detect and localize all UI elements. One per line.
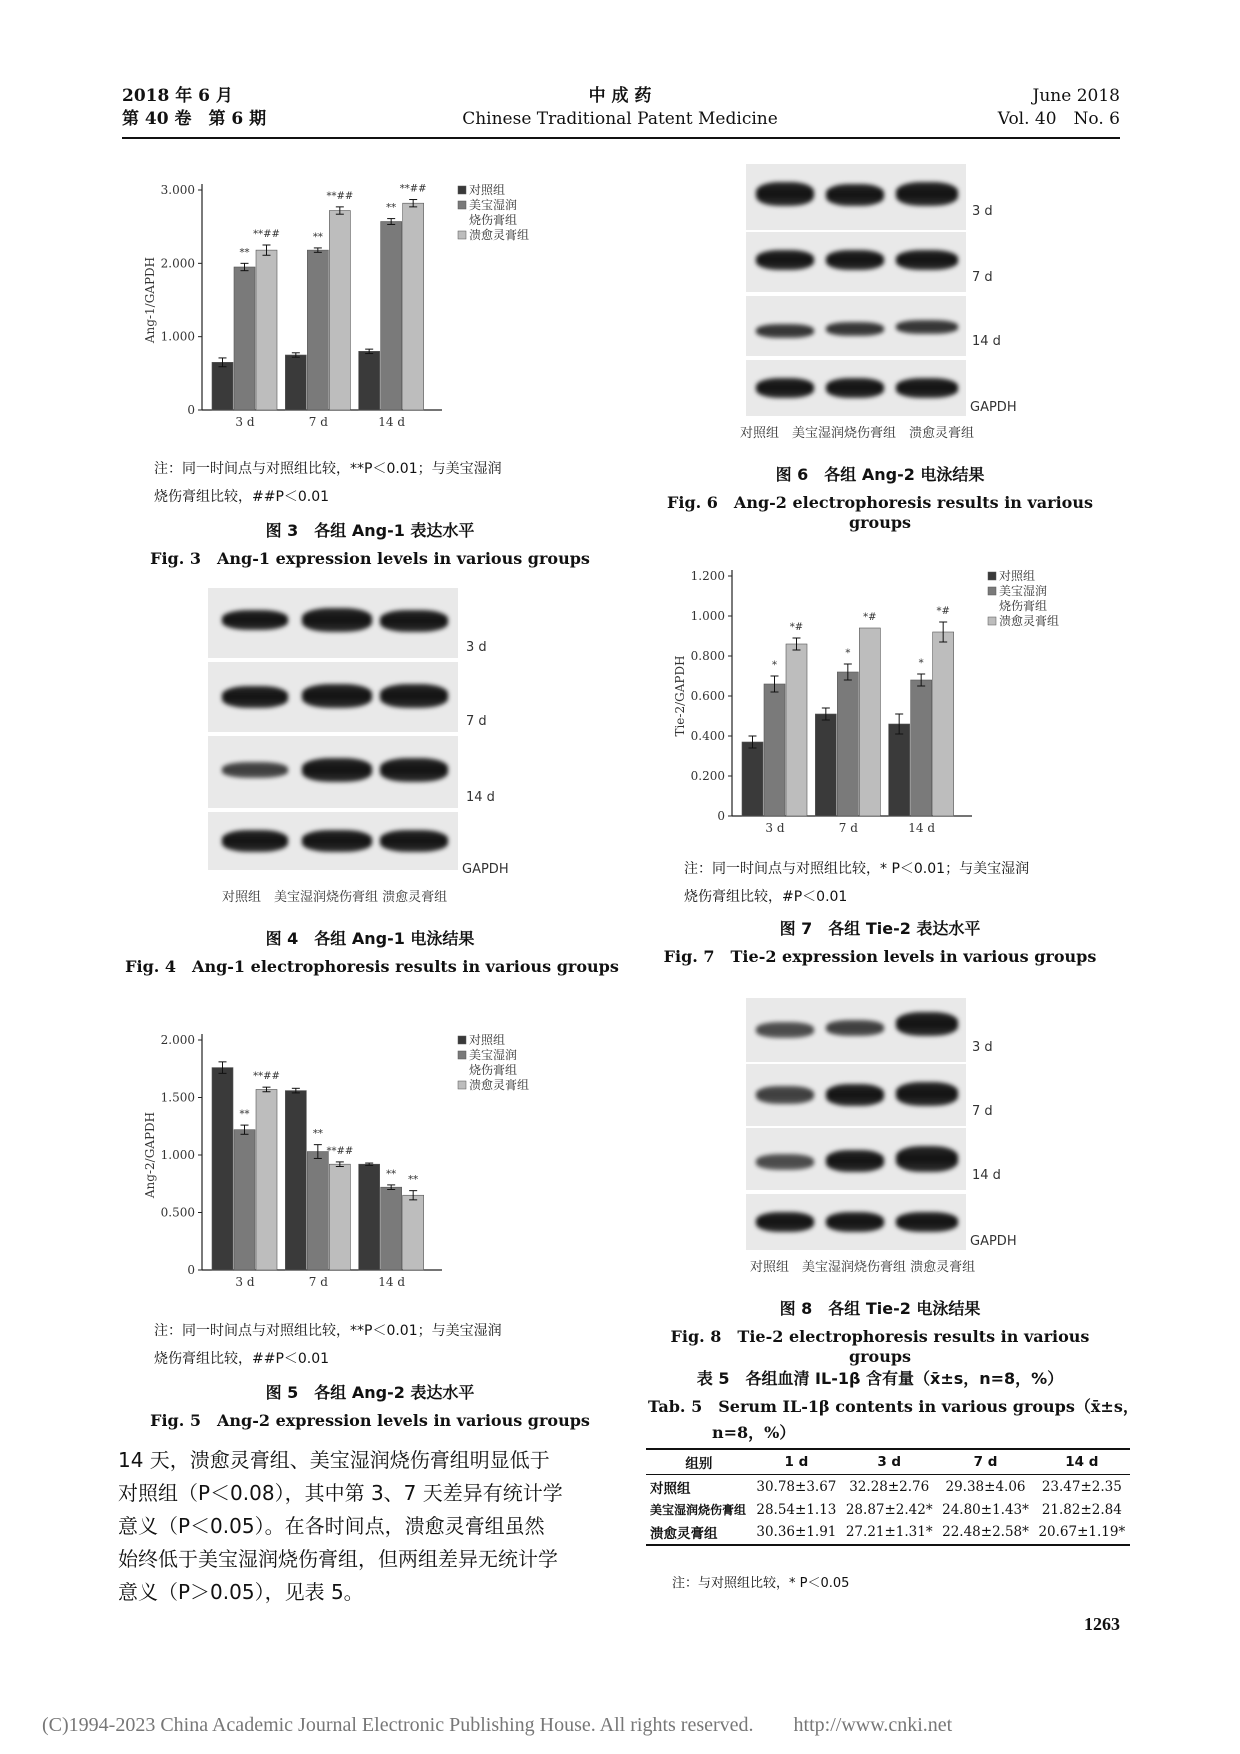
fig7-caption-cn: 图 7 各组 Tie-2 表达水平	[779, 919, 981, 938]
bar	[329, 1164, 350, 1270]
blot-band	[302, 684, 372, 708]
significance-mark: **##	[326, 1145, 354, 1157]
fig6-row-label: GAPDH	[970, 400, 1017, 415]
table-cell: 对照组	[650, 1481, 691, 1497]
y-tick-label: 3.000	[160, 183, 195, 197]
x-tick-label: 7 d	[308, 415, 328, 429]
fig5-caption-cn: 图 5 各组 Ang-2 表达水平	[265, 1383, 475, 1402]
table-row	[646, 1520, 1130, 1544]
table-header-row	[646, 1450, 1130, 1475]
legend-label: 烧伤膏组	[999, 599, 1048, 613]
bar	[933, 632, 954, 816]
bar	[285, 355, 306, 410]
fig5-chart	[140, 1020, 600, 1300]
bar	[307, 1152, 328, 1270]
header-volume-cn: 第 40 卷 第 6 期	[122, 109, 267, 129]
bar	[815, 714, 836, 816]
blot-band	[896, 1012, 958, 1036]
significance-mark: **	[312, 1128, 323, 1140]
legend-swatch	[988, 617, 996, 625]
significance-mark: **##	[253, 1071, 280, 1083]
bar	[911, 680, 932, 816]
bar	[329, 211, 350, 410]
fig6-blot-14d	[746, 296, 966, 356]
table-cell: 28.87±2.42*	[845, 1501, 933, 1518]
table-cell: 22.48±2.58*	[942, 1524, 1029, 1540]
table-row	[646, 1475, 1130, 1500]
fig4-blot-7d	[208, 662, 458, 732]
table-header: 组别	[685, 1456, 713, 1472]
blot-band	[896, 1082, 958, 1106]
table-cell: 24.80±1.43*	[942, 1501, 1029, 1518]
fig8-row-label: GAPDH	[970, 1234, 1017, 1249]
table-cell: 28.54±1.13	[756, 1501, 837, 1518]
y-tick-label: 2.000	[160, 1033, 195, 1047]
blot-band	[896, 182, 958, 206]
table-cell: 29.38±4.06	[945, 1479, 1026, 1495]
bar	[859, 628, 880, 816]
x-tick-label: 3 d	[235, 415, 255, 429]
y-tick-label: 0	[187, 1263, 195, 1277]
fig8-row-label: 14 d	[972, 1168, 1001, 1183]
table5-title-en: Tab. 5 Serum IL-1β contents in various groups（x̄±s，	[648, 1397, 1139, 1416]
significance-mark: *#	[936, 606, 950, 617]
blot-band	[756, 1086, 814, 1104]
fig7-note-line1: 注：同一时间点与对照组比较，* P＜0.01；与美宝湿润	[684, 861, 1030, 877]
legend-label: 美宝湿润	[999, 584, 1048, 598]
significance-mark: **##	[326, 190, 354, 202]
legend-swatch	[458, 1051, 466, 1059]
table-cell: 20.67±1.19*	[1038, 1524, 1126, 1540]
y-tick-label: 0	[717, 809, 725, 823]
fig7-caption-en: Fig. 7 Tie-2 expression levels in various groups	[663, 947, 1097, 966]
blot-band	[222, 610, 288, 630]
y-tick-label: 0.200	[690, 769, 725, 783]
table-cell: 23.47±2.35	[1041, 1479, 1122, 1495]
fig8-caption-cn: 图 8 各组 Tie-2 电泳结果	[779, 1299, 981, 1318]
header-rule	[122, 137, 1120, 139]
bar	[212, 1068, 233, 1270]
legend-swatch	[988, 572, 996, 580]
legend-label: 烧伤膏组	[469, 1063, 518, 1077]
table-header: 7 d	[973, 1454, 998, 1470]
header-journal-cn: 中 成 药	[588, 86, 652, 106]
fig8-lane-labels: 对照组 美宝湿润烧伤膏组 溃愈灵膏组	[750, 1260, 976, 1275]
fig3-note-line1: 注：同一时间点与对照组比较，**P＜0.01；与美宝湿润	[154, 461, 502, 477]
bar	[359, 1164, 380, 1270]
fig6-caption-cn: 图 6 各组 Ang-2 电泳结果	[775, 465, 985, 484]
fig8-blot-7d	[746, 1064, 966, 1126]
copyright-footer: (C)1994-2023 China Academic Journal Electronic Publishing House. All rights reserved. http://www.cnki.net	[42, 1714, 953, 1736]
header-date-cn: 2018 年 6 月	[122, 86, 233, 106]
y-tick-label: 0	[187, 403, 195, 417]
blot-band	[302, 758, 372, 782]
table-cell: 30.78±3.67	[756, 1479, 837, 1495]
y-tick-label: 0.800	[690, 649, 725, 663]
bar	[837, 672, 858, 816]
blot-band	[222, 686, 288, 708]
fig6-row-label: 3 d	[972, 204, 993, 219]
table-cell: 美宝湿润烧伤膏组	[650, 1503, 747, 1517]
fig6-lane-labels: 对照组 美宝湿润烧伤膏组 溃愈灵膏组	[740, 426, 975, 441]
blot-band	[756, 1154, 814, 1170]
y-tick-label: 0.600	[690, 689, 725, 703]
fig3-chart	[140, 170, 600, 440]
fig4-blot-14d	[208, 736, 458, 808]
legend-swatch	[988, 587, 996, 595]
blot-band	[896, 320, 958, 334]
fig3-caption-cn: 图 3 各组 Ang-1 表达水平	[265, 521, 475, 540]
fig8-row-label: 7 d	[972, 1104, 993, 1119]
x-tick-label: 3 d	[235, 1275, 255, 1289]
header-date-en: June 2018	[1032, 86, 1120, 106]
bar	[764, 684, 785, 816]
y-tick-label: 2.000	[160, 256, 195, 271]
table5-title-cn: 表 5 各组血清 IL-1β 含有量（x̄±s，n=8，%）	[696, 1369, 1064, 1388]
x-tick-label: 14 d	[378, 415, 406, 429]
table-row	[646, 1499, 1130, 1520]
significance-mark: *#	[789, 622, 804, 633]
fig7-note-line2: 烧伤膏组比较，#P＜0.01	[684, 889, 848, 905]
blot-band	[756, 1212, 814, 1232]
page-number: 1263	[1084, 1614, 1120, 1634]
y-axis-label: Ang-2/GAPDH	[143, 1111, 157, 1199]
blot-band	[826, 1150, 884, 1172]
blot-band	[826, 1084, 884, 1106]
legend-label: 美宝湿润	[469, 198, 518, 212]
table-cell: 32.28±2.76	[849, 1479, 930, 1495]
y-tick-label: 1.000	[160, 329, 195, 344]
fig3-note-line2: 烧伤膏组比较，##P＜0.01	[154, 489, 330, 505]
fig8-blot-3d	[746, 998, 966, 1062]
fig4-blot-gapdh	[208, 812, 458, 870]
fig4-caption-cn: 图 4 各组 Ang-1 电泳结果	[265, 929, 475, 948]
table5-note: 注：与对照组比较，* P＜0.05	[672, 1576, 850, 1591]
significance-mark: **##	[253, 229, 280, 240]
bar	[381, 222, 402, 410]
legend-swatch	[458, 1036, 466, 1044]
fig8-caption-en: Fig. 8 Tie-2 electrophoresis results in various groups	[670, 1327, 1090, 1366]
blot-band	[380, 684, 448, 708]
y-tick-label: 1.500	[160, 1090, 195, 1105]
fig4-lane-labels: 对照组 美宝湿润烧伤膏组 溃愈灵膏组	[222, 890, 448, 905]
legend-label: 对照组	[999, 569, 1036, 583]
bar	[234, 1130, 255, 1270]
bar	[742, 742, 763, 816]
bar	[256, 250, 277, 410]
blot-band	[896, 378, 958, 398]
table-cell: 30.36±1.91	[756, 1524, 837, 1540]
blot-band	[756, 1022, 814, 1038]
y-tick-label: 0.400	[690, 729, 725, 743]
fig6-blot-3d	[746, 164, 966, 230]
blot-band	[222, 830, 288, 852]
fig8-row-label: 3 d	[972, 1040, 993, 1055]
legend-swatch	[458, 1081, 466, 1089]
x-tick-label: 14 d	[378, 1275, 406, 1289]
significance-mark: *	[918, 658, 924, 669]
x-tick-label: 7 d	[308, 1275, 328, 1289]
y-tick-label: 1.000	[690, 609, 725, 623]
blot-band	[896, 250, 958, 270]
y-tick-label: 1.000	[160, 1148, 195, 1162]
blot-band	[826, 378, 884, 398]
blot-band	[896, 1212, 958, 1232]
header-volume-en: Vol. 40 No. 6	[997, 109, 1120, 129]
body-line: 意义（P＜0.05）。在各时间点，溃愈灵膏组虽然	[118, 1514, 545, 1538]
blot-band	[826, 322, 884, 336]
legend-label: 对照组	[469, 183, 506, 197]
blot-band	[222, 762, 288, 778]
blot-band	[380, 758, 448, 782]
legend-label: 溃愈灵膏组	[999, 614, 1060, 628]
bar	[307, 250, 328, 410]
blot-band	[896, 1146, 958, 1172]
blot-band	[380, 830, 448, 852]
y-axis-label: Tie-2/GAPDH	[673, 655, 687, 737]
table-cell: 溃愈灵膏组	[650, 1526, 718, 1542]
table5	[646, 1448, 1130, 1546]
blot-band	[756, 182, 814, 206]
bar	[403, 1195, 424, 1270]
fig4-row-label: 7 d	[466, 714, 487, 729]
x-tick-label: 14 d	[908, 821, 936, 835]
table-header: 3 d	[877, 1454, 902, 1470]
fig7-chart	[670, 556, 1120, 846]
fig6-row-label: 7 d	[972, 270, 993, 285]
significance-mark: **	[408, 1174, 419, 1186]
significance-mark: **	[239, 247, 250, 259]
fig4-row-label: GAPDH	[462, 862, 509, 877]
legend-label: 对照组	[469, 1033, 506, 1047]
legend-label: 烧伤膏组	[469, 213, 518, 227]
bar	[786, 644, 807, 816]
significance-mark: **##	[399, 183, 427, 195]
body-paragraph	[118, 1444, 618, 1609]
bar	[359, 351, 380, 410]
table-header: 1 d	[784, 1454, 809, 1470]
significance-mark: *	[845, 648, 851, 659]
blot-band	[826, 1212, 884, 1232]
bar	[256, 1089, 277, 1270]
table-cell: 21.82±2.84	[1041, 1501, 1122, 1518]
y-tick-label: 1.200	[690, 569, 725, 583]
significance-mark: **	[386, 1168, 397, 1180]
bar	[212, 362, 233, 410]
fig5-note-line1: 注：同一时间点与对照组比较，**P＜0.01；与美宝湿润	[154, 1323, 502, 1339]
blot-band	[826, 250, 884, 270]
significance-mark: *	[772, 660, 777, 671]
body-line: 始终低于美宝湿润烧伤膏组，但两组差异无统计学	[118, 1547, 558, 1571]
fig3-caption-en: Fig. 3 Ang-1 expression levels in various groups	[150, 549, 590, 568]
legend-swatch	[458, 231, 466, 239]
significance-mark: **	[239, 1109, 250, 1121]
bar	[889, 724, 910, 816]
fig6-caption-en: Fig. 6 Ang-2 electrophoresis results in various groups	[667, 493, 1093, 532]
fig4-blot-3d	[208, 588, 458, 658]
legend-label: 美宝湿润	[469, 1048, 518, 1062]
significance-mark: **	[386, 202, 397, 214]
legend-swatch	[458, 186, 466, 194]
fig6-blot-7d	[746, 232, 966, 292]
y-axis-label: Ang-1/GAPDH	[143, 256, 157, 344]
body-line: 对照组（P＜0.08），其中第 3、7 天差异有统计学	[118, 1481, 563, 1505]
header-journal-en: Chinese Traditional Patent Medicine	[462, 109, 778, 129]
blot-band	[380, 610, 448, 632]
fig5-note-line2: 烧伤膏组比较，##P＜0.01	[154, 1351, 330, 1367]
fig4-row-label: 14 d	[466, 790, 495, 805]
bar	[381, 1187, 402, 1270]
bar	[234, 267, 255, 410]
bar	[285, 1091, 306, 1270]
legend-label: 溃愈灵膏组	[469, 228, 530, 242]
significance-mark: *#	[863, 612, 877, 623]
fig5-caption-en: Fig. 5 Ang-2 expression levels in various groups	[150, 1411, 590, 1430]
blot-band	[756, 250, 814, 270]
blot-band	[302, 830, 372, 852]
body-line: 意义（P＞0.05），见表 5。	[118, 1580, 364, 1604]
blot-band	[826, 1020, 884, 1036]
table5-grid	[646, 1450, 1130, 1544]
body-line: 14 天，溃愈灵膏组、美宝湿润烧伤膏组明显低于	[118, 1448, 550, 1472]
x-tick-label: 3 d	[765, 821, 785, 835]
fig6-row-label: 14 d	[972, 334, 1001, 349]
table-header: 14 d	[1065, 1454, 1099, 1470]
table5-title-en-2: n=8，%）	[712, 1423, 796, 1442]
y-tick-label: 0.500	[160, 1205, 195, 1220]
blot-band	[756, 324, 814, 338]
x-tick-label: 7 d	[838, 821, 858, 835]
legend-swatch	[458, 201, 466, 209]
fig4-caption-en: Fig. 4 Ang-1 electrophoresis results in various groups	[125, 957, 619, 976]
blot-band	[302, 608, 372, 632]
blot-band	[756, 378, 814, 398]
legend-label: 溃愈灵膏组	[469, 1078, 530, 1092]
blot-band	[826, 184, 884, 206]
fig8-blot-14d	[746, 1128, 966, 1190]
significance-mark: **	[312, 231, 323, 243]
bar	[403, 203, 424, 410]
fig8-blot-gapdh	[746, 1194, 966, 1250]
fig4-row-label: 3 d	[466, 640, 487, 655]
table-cell: 27.21±1.31*	[845, 1524, 933, 1540]
fig6-blot-gapdh	[746, 360, 966, 416]
